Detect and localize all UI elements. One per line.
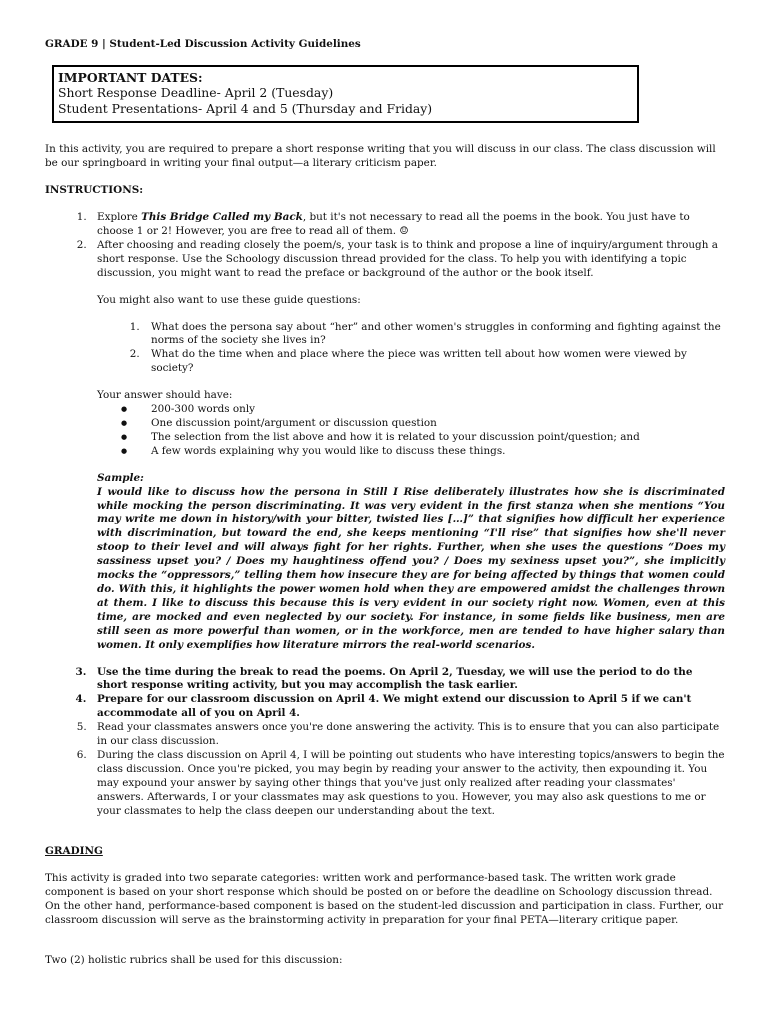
instruction-2-text: After choosing and reading closely the poem/s, your task is to think and propose a line of inquiry/argument through a short response. Use the Schoology discussion thread provided for the class. To help you with identifying a topic discussion, you might want to read the preface or background of the author or the book itself. [97,238,718,279]
instruction-1-post: , but it's not necessary to read all the poems in the book. You just have to choose 1 or 2! However, you are free to read all of them. ☺ [97,211,690,238]
guide-block [97,294,725,653]
intro-paragraph: In this activity, you are required to prepare a short response writing that you will discuss in our class. The class discussion will be our springboard in writing your final output—a literary criticism paper. [45,143,716,170]
rubrics-line: Two (2) holistic rubrics shall be used for this discussion: [45,954,343,966]
instruction-item-6: 6. During the class discussion on April 4, I will be pointing out students who have interesting topics/answers to begin the class discussion. Once you're picked, you may begin by reading your answer to the activity, then expounding it. You may expound your answer by saying other things that you've just only realized after reading your classmates' answers. Afterwards, I or your classmates may ask questions to you. However, you may also ask questions to me or your classmates to help the class deepen our understanding about the text. [90,749,725,819]
instruction-item-1 [90,211,725,239]
document-title: GRADE 9 | Student-Led Discussion Activity Guidelines [45,38,361,50]
instruction-item-3: 3. Use the time during the break to read the poems. On April 2, Tuesday, we will use the period to do the short response writing activity, but you may accomplish the task earlier. [90,666,725,694]
instruction-1-pre: Explore [97,211,142,224]
guide-question: 2. What do the time when and place where the piece was written tell about how women were viewed by society? [143,348,725,376]
answer-requirement: ● The selection from the list above and how it is related to your discussion point/question; and [143,431,725,445]
answer-requirements-list [97,403,725,459]
guide-question: 1. What does the persona say about “her” and other women's struggles in conforming and fighting against the norms of the society she lives in? [143,321,725,349]
sample-label: Sample: [97,471,144,484]
grading-paragraph: This activity is graded into two separate categories: written work and performance-based task. The written work grade component is based on your short response which should be posted on or before the deadline on Schoology discussion thread. On the other hand, performance-based component is based on the student-led discussion and participation in class. Further, our classroom discussion will serve as the brainstorming activity in preparation for your final PETA—literary critique paper. [45,872,724,927]
guide-intro: You might also want to use these guide questions: [97,293,361,306]
document-page [45,38,725,968]
instruction-item-2 [90,239,725,653]
important-dates-box [52,65,639,124]
sample-text: I would like to discuss how the persona in Still I Rise deliberately illustrates how she is discriminated while mocking the person discriminating. It was very evident in the first stanza when she mentions “You may write me down in history/with your bitter, twisted lies […]” that signifies how difficult her experience with discrimination, but toward the end, she keeps mentioning “I'll rise” that signifies how she'll never stoop to their level and will always fight for her rights. Further, when she uses the questions “Does my sassiness upset you? / Does my haughtiness offend you? / Does my sexiness upset you?”, she implicitly mocks the “oppressors,” telling them how insecure they are for being affected by things that women could do. With this, it highlights the power women hold when they are empowered amidst the challenges thrown at them. I like to discuss this because this is very evident in our society right now. Women, even at this time, are mocked and even neglected by our society. For instance, in some fields like business, men are still seen as more powerful than women, or in the workforce, men are tended to have higher salary than women. It only exemplifies how literature mirrors the real-world scenarios. [97,485,725,651]
answer-requirement: ● 200-300 words only [143,403,725,417]
answer-requirement: ● A few words explaining why you would like to discuss these things. [143,445,725,459]
instructions-list [45,211,725,818]
instruction-item-4: 4. Prepare for our classroom discussion on April 4. We might extend our discussion to April 5 if we can't accommodate all of you on April 4. [90,693,725,721]
instruction-item-5: 5. Read your classmates answers once you're done answering the activity. This is to ensure that you can also participate in our class discussion. [90,721,725,749]
instructions-heading: INSTRUCTIONS: [45,184,144,197]
answer-requirement: ● One discussion point/argument or discussion question [143,417,725,431]
grading-heading: GRADING [45,845,103,858]
answer-intro: Your answer should have: [97,389,233,402]
book-title: This Bridge Called my Back [141,211,303,224]
important-dates-heading: IMPORTANT DATES: [58,69,203,85]
short-response-deadline: Short Response Deadline- April 2 (Tuesday) [58,85,334,101]
student-presentations-dates: Student Presentations- April 4 and 5 (Thursday and Friday) [58,100,433,116]
guide-questions-list [97,321,725,377]
